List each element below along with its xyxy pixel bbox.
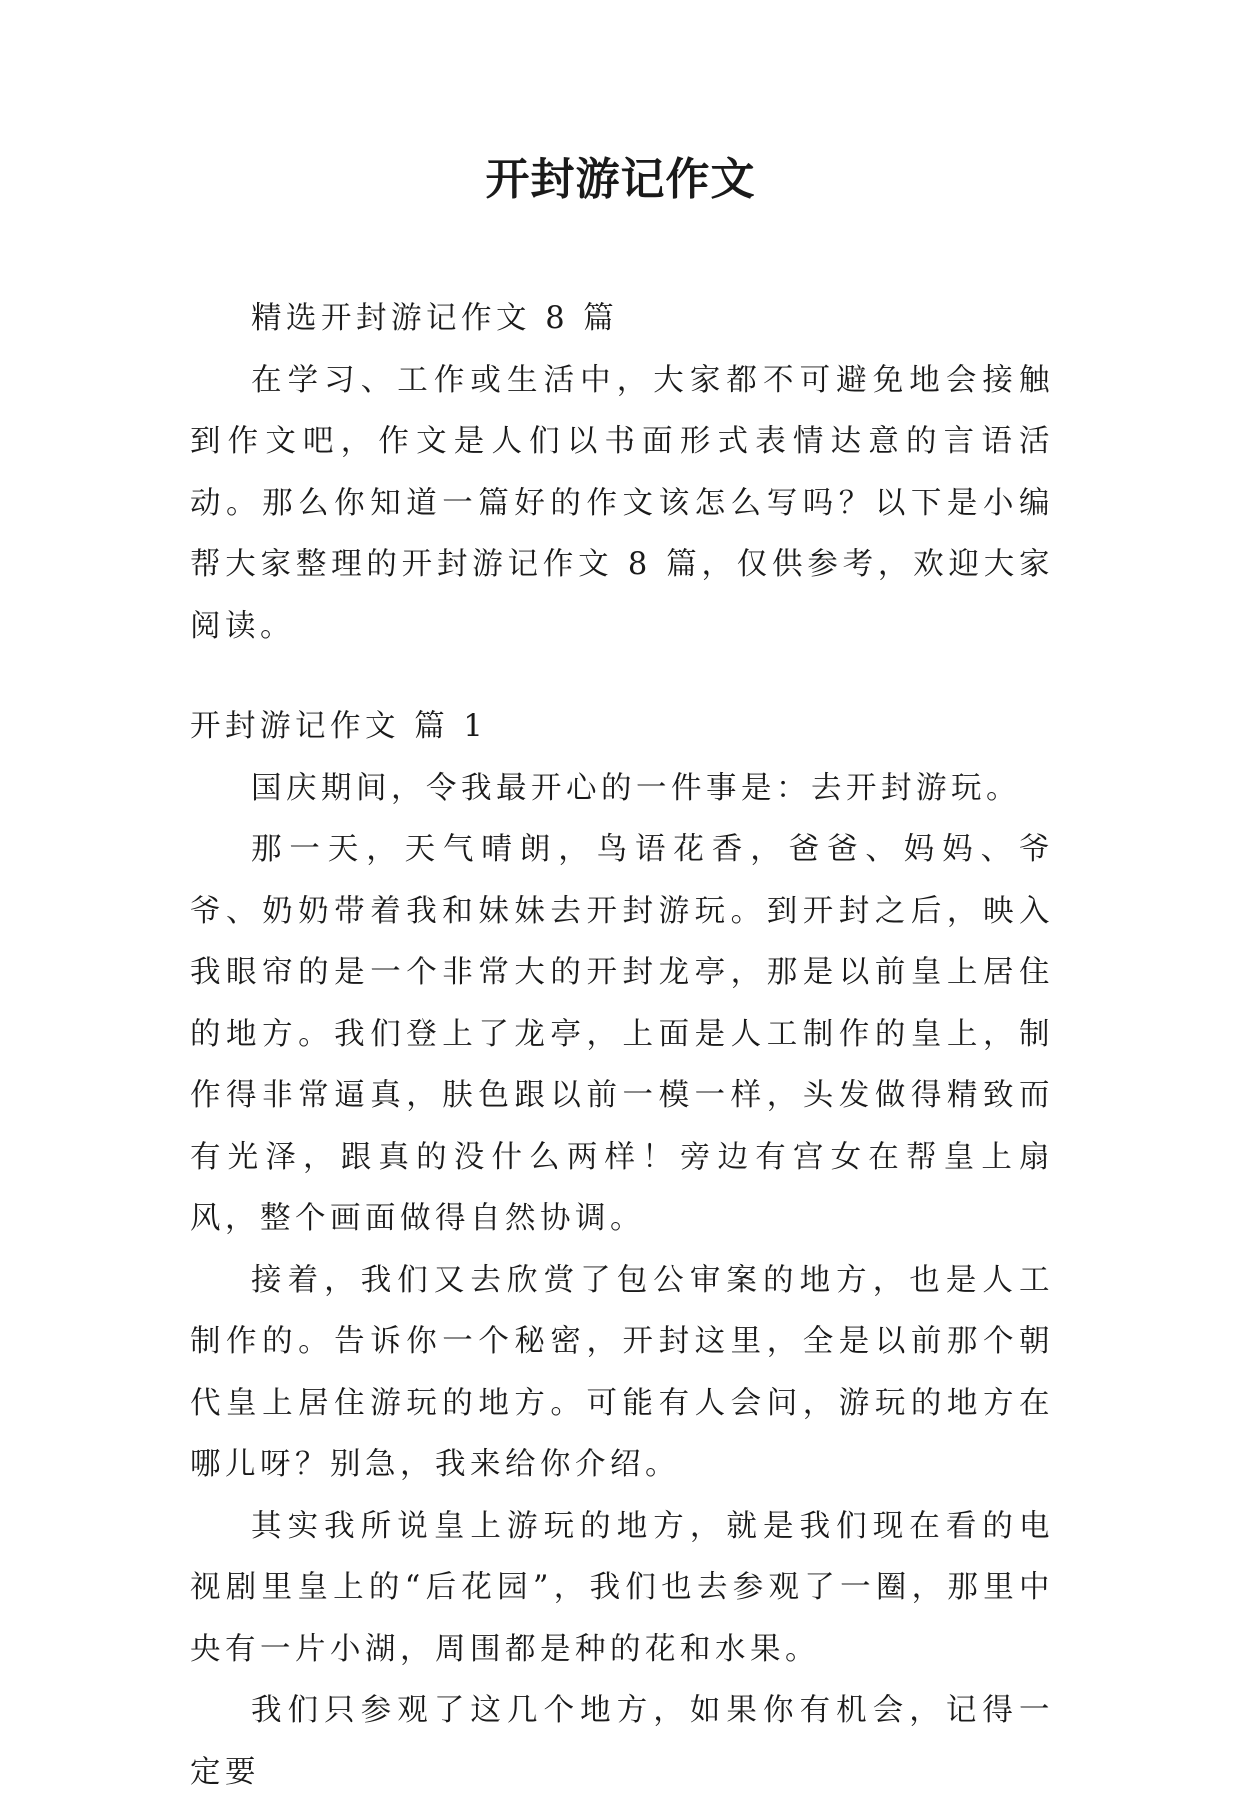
document-body xyxy=(190,288,1054,1803)
document-subtitle: 精选开封游记作文 8 篇 xyxy=(251,301,619,336)
body-paragraph: 国庆期间，令我最开心的一件事是：去开封游玩。 xyxy=(251,770,1021,806)
body-paragraph: 接着，我们又去欣赏了包公审案的地方，也是人工制作的。告诉你一个秘密，开封这里，全是以前那个朝代皇上居住游玩的地方。可能有人会问，游玩的地方在哪儿呀？别急，我来给你介绍。 xyxy=(190,1262,1054,1482)
body-paragraph: 那一天，天气晴朗，鸟语花香，爸爸、妈妈、爷爷、奶奶带着我和妹妹去开封游玩。到开封之后，映入我眼帘的是一个非常大的开封龙亭，那是以前皇上居住的地方。我们登上了龙亭，上面是人工制作的皇上，制作得非常逼真，肤色跟以前一模一样，头发做得精致而有光泽，跟真的没什么两样！旁边有宫女在帮皇上扇风，整个画面做得自然协调。 xyxy=(190,832,1054,1236)
document-title: 开封游记作文 xyxy=(485,154,756,205)
body-paragraph: 我们只参观了这几个地方，如果你有机会，记得一定要 xyxy=(190,1693,1054,1790)
body-paragraph: 其实我所说皇上游玩的地方，就是我们现在看的电视剧里皇上的“后花园”，我们也去参观了一圈，那里中央有一片小湖，周围都是种的花和水果。 xyxy=(190,1508,1054,1667)
intro-paragraph: 在学习、工作或生活中，大家都不可避免地会接触到作文吧，作文是人们以书面形式表情达意的言语活动。那么你知道一篇好的作文该怎么写吗？以下是小编帮大家整理的开封游记作文 8 篇，仅供参考，欢迎大家阅读。 xyxy=(190,362,1054,644)
section-heading: 开封游记作文 篇 1 xyxy=(190,709,488,744)
